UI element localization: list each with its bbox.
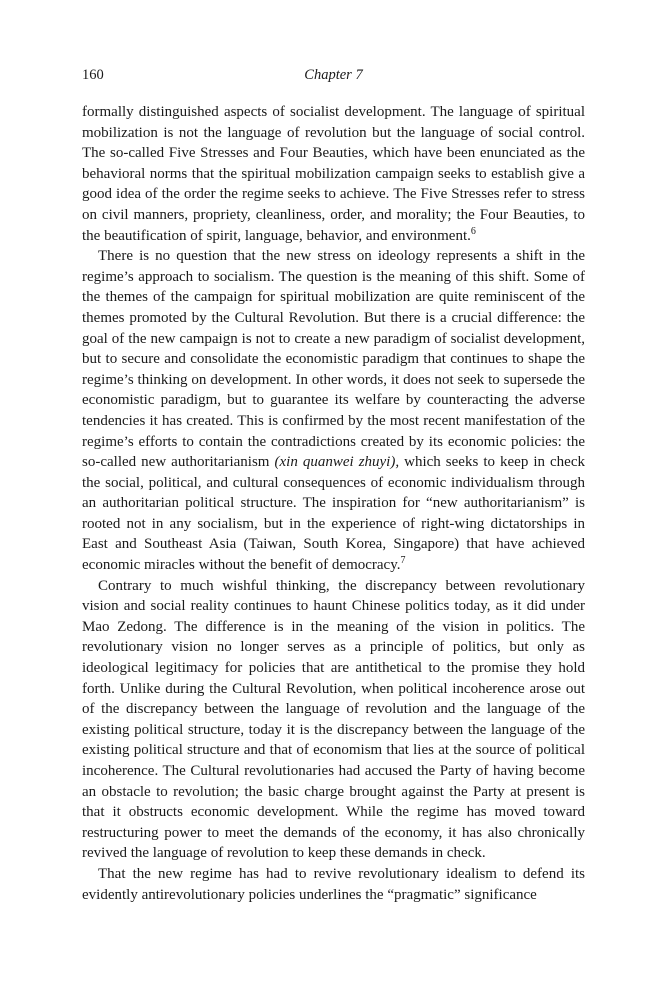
paragraph-1 xyxy=(82,102,585,246)
body-text xyxy=(82,102,585,905)
footnote-marker-6: 6 xyxy=(470,225,476,237)
footnote-marker-7: 7 xyxy=(400,555,406,567)
paragraph-3-text: Contrary to much wishful thinking, the discrepancy between revolutionary vision and social reality continues to haunt Chinese politics today, as it did under Mao Zedong. The difference is in the meaning of the vision in politics. The revolutionary vision no longer serves as a principle of politics, but only as ideological legitimacy for policies that are antithetical to the promise they hold forth. Unlike during the Cultural Revolution, when political incoherence arose out of the discrepancy between the language of revolution and the language of the existing political structure, today it is the discrepancy between the language of the existing political structure and that of economism that lies at the source of political incoherence. The Cultural revolutionaries had accused the Party of having become an obstacle to revolution; the basic charge brought against the Party at present is that it obstructs economic development. While the regime has moved toward restructuring power to meet the demands of the economy, it has also chronically revived the language of revolution to keep these demands in check. xyxy=(82,577,585,862)
paragraph-2-text-start: There is no question that the new stress on ideology represents a shift in the regime’s approach to socialism. The question is the meaning of this shift. Some of the themes of the campaign for spiritual mobilization are quite reminiscent of the themes promoted by the Cultural Revolution. But there is a crucial difference: the goal of the new campaign is not to create a new paradigm of socialist development, but to secure and consolidate the economistic paradigm that continues to shape the regime’s thinking on development. In other words, it does not seek to supersede the economistic paradigm, but to guarantee its welfare by counteracting the adverse tendencies it has created. This is confirmed by the most recent manifestation of the regime’s efforts to contain the contradictions created by its economic policies: the so-called new authoritarianism xyxy=(82,248,585,471)
book-page xyxy=(82,66,585,905)
paragraph-2-text-end: which seeks to keep in check the social, political, and cultural consequences of economic individualism through an authoritarian political structure. The inspiration for “new authoritarianism” is rooted not in any socialism, but in the experience of right-wing dictatorships in East and Southeast Asia (Taiwan, South Korea, Singapore) that have achieved economic miracles without the benefit of democracy. xyxy=(82,454,586,574)
running-head xyxy=(82,66,585,88)
paragraph-3 xyxy=(82,576,585,864)
page-number: 160 xyxy=(82,67,104,83)
running-title: Chapter 7 xyxy=(304,67,363,83)
paragraph-4-text: That the new regime has had to revive revolutionary idealism to defend its evidently antirevolutionary policies underlines the “pragmatic” significance xyxy=(82,865,585,903)
paragraph-4 xyxy=(82,864,585,905)
paragraph-2 xyxy=(82,246,585,576)
paragraph-1-text: formally distinguished aspects of socialist development. The language of spiritual mobilization is not the language of revolution but the language of social control. The so-called Five Stresses and Four Beauties, which have been enunciated as the behavioral norms that the spiritual mobilization campaign seeks to establish give a good idea of the order the regime seeks to achieve. The Five Stresses refer to stress on civil manners, propriety, cleanliness, order, and morality; the Four Beauties, to the beautification of spirit, language, behavior, and environment. xyxy=(82,104,585,244)
italic-term: (xin quanwei zhuyi), xyxy=(274,454,400,471)
